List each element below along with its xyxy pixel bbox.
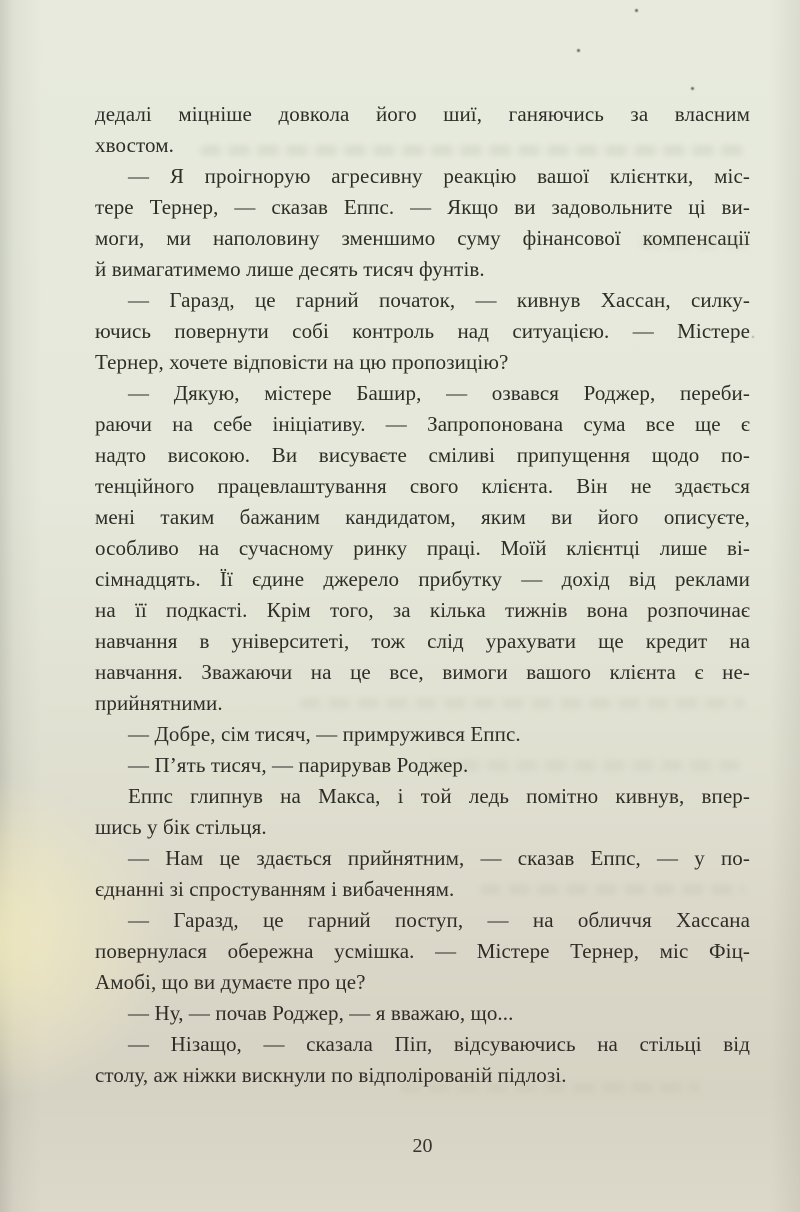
text-line: шись у бік стільця. bbox=[95, 815, 267, 839]
text-line: столу, аж ніжки вискнули по відполірованій підлозі. bbox=[95, 1063, 567, 1087]
text-line: — Я проігнорую агресивну реакцію вашої клієнтки, міс- bbox=[128, 164, 750, 188]
text-line: — Добре, сім тисяч, — примружився Еппс. bbox=[128, 722, 521, 746]
text-line: — П’ять тисяч, — парирував Роджер. bbox=[128, 753, 469, 777]
text-line: навчання в університеті, тож слід урахувати ще кредит на bbox=[95, 629, 750, 653]
text-line: — Нізащо, — сказала Піп, відсуваючись на стільці від bbox=[128, 1032, 750, 1056]
text-line: прийнятними. bbox=[95, 691, 223, 715]
text-line: тере Тернер, — сказав Еппс. — Якщо ви задовольните ці ви- bbox=[95, 195, 750, 219]
text-line: дедалі міцніше довкола його шиї, ганяючись за власним bbox=[95, 102, 750, 126]
scan-speckle bbox=[635, 9, 638, 12]
text-line: — Дякую, містере Башир, — озвався Роджер, переби- bbox=[128, 381, 750, 405]
text-line: надто високою. Ви висуваєте сміливі припущення щодо по- bbox=[95, 443, 750, 467]
text-line: ючись повернути собі контроль над ситуацією. — Містере bbox=[95, 319, 750, 343]
text-line: особливо на сучасному ринку праці. Моїй клієнтці лише ві- bbox=[95, 536, 750, 560]
scan-speckle bbox=[577, 49, 580, 52]
text-line: хвостом. bbox=[95, 133, 174, 157]
text-line: тенційного працевлаштування свого клієнта. Він не здається bbox=[95, 474, 750, 498]
text-line: на її подкасті. Крім того, за кілька тижнів вона розпочинає bbox=[95, 598, 750, 622]
text-line: й вимагатимемо лише десять тисяч фунтів. bbox=[95, 257, 485, 281]
text-line: Тернер, хочете відповісти на цю пропозицію? bbox=[95, 350, 509, 374]
text-line: сімнадцять. Її єдине джерело прибутку — дохід від реклами bbox=[95, 567, 750, 591]
text-line: раючи на себе ініціативу. — Запропонована сума все ще є bbox=[95, 412, 750, 436]
text-line: — Ну, — почав Роджер, — я вважаю, що... bbox=[128, 1001, 514, 1025]
text-line: — Нам це здається прийнятним, — сказав Еппс, — у по- bbox=[128, 846, 750, 870]
text-block bbox=[95, 99, 750, 1091]
scan-speckle bbox=[691, 87, 694, 90]
text-line: навчання. Зважаючи на це все, вимоги вашого клієнта є не- bbox=[95, 660, 750, 684]
text-line: Еппс глипнув на Макса, і той ледь помітно кивнув, впер- bbox=[128, 784, 750, 808]
text-line: — Гаразд, це гарний поступ, — на обличчя Хассана bbox=[128, 908, 750, 932]
text-line: Амобі, що ви думаєте про це? bbox=[95, 970, 366, 994]
text-line: мені таким бажаним кандидатом, яким ви його описуєте, bbox=[95, 505, 750, 529]
text-line: повернулася обережна усмішка. — Містере Тернер, міс Фіц- bbox=[95, 939, 750, 963]
page-number: 20 bbox=[412, 1135, 433, 1157]
text-line: — Гаразд, це гарний початок, — кивнув Хассан, силку- bbox=[128, 288, 750, 312]
scan-speckle bbox=[752, 336, 754, 338]
text-line: єднанні зі спростуванням і вибаченням. bbox=[95, 877, 455, 901]
text-line: моги, ми наполовину зменшимо суму фінансової компенсації bbox=[95, 226, 750, 250]
